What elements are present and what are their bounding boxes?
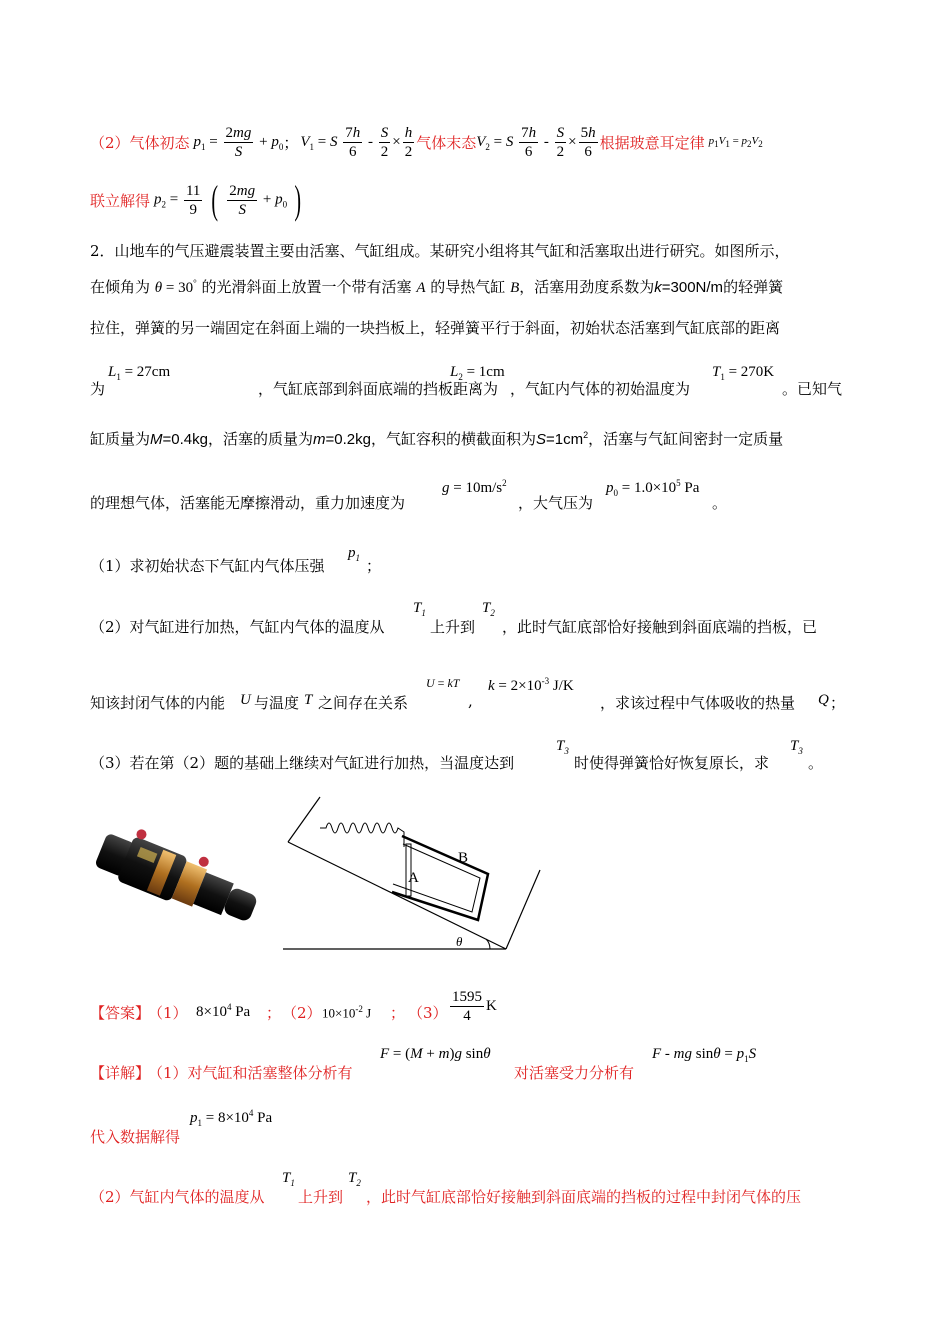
sol-combine-line xyxy=(90,176,304,224)
formula-f1: F = (M + m)g sinθ xyxy=(380,1046,491,1062)
answer-label: 【答案】 xyxy=(90,1004,151,1022)
var-k: k xyxy=(654,279,662,296)
text: ； xyxy=(830,694,846,712)
top-wall-line xyxy=(288,797,320,842)
answer-sep-1: ； xyxy=(266,1004,282,1022)
problem-line-3: 拉住，弹簧的另一端固定在斜面上端的一块挡板上，轻弹簧平行于斜面，初始状态活塞到气缸底部的距离 xyxy=(90,319,781,337)
sol-part2-line: （2）气体初态 $p_1$ = $\frac{2mg}{S}$ + $p_0$ ； $V_1 = S$ $\frac{7h}{6}$ - $\frac{S}{2}$ × $\frac{h}{2}$ 气体末态 $V_2 = S$ $\frac{7h}{6}$ - $\frac{S}{2}$ × $\frac{5h}{6}$ 根据玻意耳定律 $p_1V_1 = p_2V_2$ xyxy=(90,124,763,160)
detail-label: 【详解】 xyxy=(90,1064,151,1082)
text: 之间存在关系 xyxy=(318,694,409,712)
text: 。已知气 xyxy=(782,380,843,398)
text: 的光滑斜面上放置一个带有活塞 xyxy=(201,278,412,296)
text: 知该封闭气体的内能 xyxy=(90,694,226,712)
sol-part2-law: 根据玻意耳定律 xyxy=(599,133,705,152)
formula-t2-d: $T_2$ xyxy=(348,1170,361,1188)
m-small-value: =0.2kg xyxy=(325,431,371,448)
text: ，求该过程中气体吸收的热量 xyxy=(600,694,796,712)
answer-3-value: $\frac{1595}{4}$ K xyxy=(452,989,497,1024)
formula-theta: θ = 30° xyxy=(154,278,197,296)
text: ； xyxy=(366,557,382,575)
text: 的导热气缸 xyxy=(430,278,506,296)
text: ，气缸内气体的初始温度为 xyxy=(510,380,691,398)
var-m-big: M xyxy=(150,431,163,448)
text: （2）对气缸进行加热，气缸内气体的温度从 xyxy=(90,618,385,636)
text: 在倾角为 xyxy=(90,278,151,296)
answer-sep-2: ； xyxy=(390,1004,406,1022)
text: （1）求初始状态下气缸内气体压强 xyxy=(90,557,325,575)
formula-t2-q: $T_2$ xyxy=(482,600,495,618)
problem-line-5: 缸质量为M=0.4kg，活塞的质量为m=0.2kg，气缸容积的横截面积为$S=1cm^2$，活塞与气缸间密封一定质量 xyxy=(90,430,784,448)
shock-absorber-photo xyxy=(90,808,268,958)
answer-2-value: $10\times 10^{-2}$ J xyxy=(322,1004,372,1021)
var-b: B xyxy=(510,280,520,296)
formula-p1-q: $p_1$ xyxy=(348,545,360,563)
text: ，大气压为 xyxy=(518,494,594,512)
formula-k: $k = 2\times 10^{-3}$ J/K xyxy=(488,676,574,694)
text: （3）若在第（2）题的基础上继续对气缸进行加热，当温度达到 xyxy=(90,754,515,772)
detail-d1: （2）气缸内气体的温度从 xyxy=(90,1188,265,1206)
text: 为 xyxy=(90,380,106,398)
detail-d2: 上升到 xyxy=(298,1188,344,1206)
problem-line-1: 2．山地车的气压避震装置主要由活塞、气缸组成。某研究小组将其气缸和活塞取出进行研究。如图所示， xyxy=(90,242,790,260)
detail-c: 代入数据解得 xyxy=(90,1128,181,1146)
text: ，气缸容积的横截面积为 xyxy=(370,430,536,448)
answer-p2: （2） xyxy=(282,1004,322,1022)
comma: , xyxy=(468,692,473,710)
formula-t1-q: $T_1$ xyxy=(413,600,426,618)
text: 。 xyxy=(808,754,824,772)
answer-1-value: $8\times 10^4$ Pa xyxy=(196,1002,251,1020)
incline-line xyxy=(288,842,506,949)
sol-part2-label: （2）气体初态 xyxy=(90,133,190,152)
var-q: Q xyxy=(818,692,829,708)
var-t: T xyxy=(304,692,313,708)
text: ，活塞与气缸间密封一定质量 xyxy=(588,430,784,448)
s-value: =1cm xyxy=(546,431,584,448)
answer-p1: （1） xyxy=(148,1004,188,1022)
text: ，活塞用劲度系数为 xyxy=(519,278,655,296)
problem-line-2 xyxy=(90,276,783,297)
formula-u: U = kT xyxy=(426,676,460,690)
text: 的理想气体，活塞能无摩擦滑动，重力加速度为 xyxy=(90,494,406,512)
formula-g: $g = 10m/s^2$ xyxy=(442,478,507,496)
formula-t1-d: $T_1$ xyxy=(282,1170,295,1188)
var-s: S xyxy=(535,431,546,448)
formula-t1: $T_1 = 270K$ xyxy=(712,364,775,382)
spring xyxy=(320,823,404,847)
text: ，此时气缸底部恰好接触到斜面底端的挡板，已 xyxy=(502,618,818,636)
formula-p2: $p_2$ = $\frac{11}{9}$ ( $\frac{2mg}{S}$ + $p_0$ ) xyxy=(154,177,301,222)
detail-d3: ，此时气缸底部恰好接触到斜面底端的挡板的过程中封闭气体的压 xyxy=(366,1188,802,1206)
formula-l1: $L_1 = 27cm$ xyxy=(108,364,171,382)
label-theta: θ xyxy=(456,934,463,949)
formula-f2: F - mg $\sin\theta = p_1S$ xyxy=(652,1046,757,1064)
detail-b: 对活塞受力分析有 xyxy=(514,1064,635,1082)
var-m-small: m xyxy=(313,431,326,448)
formula-t3-q: $T_3$ xyxy=(556,738,569,756)
sol-part2-end: 气体末态 xyxy=(416,133,477,152)
answer-p3: （3） xyxy=(408,1004,448,1022)
var-a: A xyxy=(416,280,426,296)
text: 与温度 xyxy=(254,694,300,712)
k-value: =300N/m xyxy=(661,279,724,296)
formula-p1-result: $p_1 = 8\times 10^4$ Pa xyxy=(190,1108,273,1128)
formula-v2: $V_2 = S$ $\frac{7h}{6}$ - $\frac{S}{2}$ × $\frac{5h}{6}$ xyxy=(476,124,596,160)
formula-t3-q2: $T_3$ xyxy=(790,738,803,756)
bottom-wall-line xyxy=(506,870,540,949)
formula-p0: $p_0 = 1.0\times 10^5$ Pa xyxy=(606,478,700,498)
detail-a: （1）对气缸和活塞整体分析有 xyxy=(148,1064,353,1082)
label-b: B xyxy=(458,850,469,866)
m-big-value: =0.4kg xyxy=(162,431,208,448)
text: 缸质量为 xyxy=(90,430,151,448)
formula-v1: $V_1 = S$ $\frac{7h}{6}$ - $\frac{S}{2}$ × $\frac{h}{2}$ xyxy=(300,124,413,160)
formula-p1: $p_1$ = $\frac{2mg}{S}$ + $p_0$ xyxy=(193,124,284,160)
text: ，活塞的质量为 xyxy=(207,430,313,448)
incline-diagram xyxy=(278,792,543,952)
text: 上升到 xyxy=(430,618,476,636)
text: 的轻弹簧 xyxy=(723,278,784,296)
text: ，气缸底部到斜面底端的挡板距离为 xyxy=(258,380,499,398)
sol-combine-label: 联立解得 xyxy=(90,191,151,210)
formula-boyle: $p_1V_1 = p_2V_2$ xyxy=(708,134,763,150)
label-a: A xyxy=(408,870,419,886)
formula-l2: $L_2 = 1cm$ xyxy=(450,364,505,382)
text: 。 xyxy=(712,494,728,512)
text: 时使得弹簧恰好恢复原长，求 xyxy=(574,754,770,772)
var-u: U xyxy=(240,692,251,708)
